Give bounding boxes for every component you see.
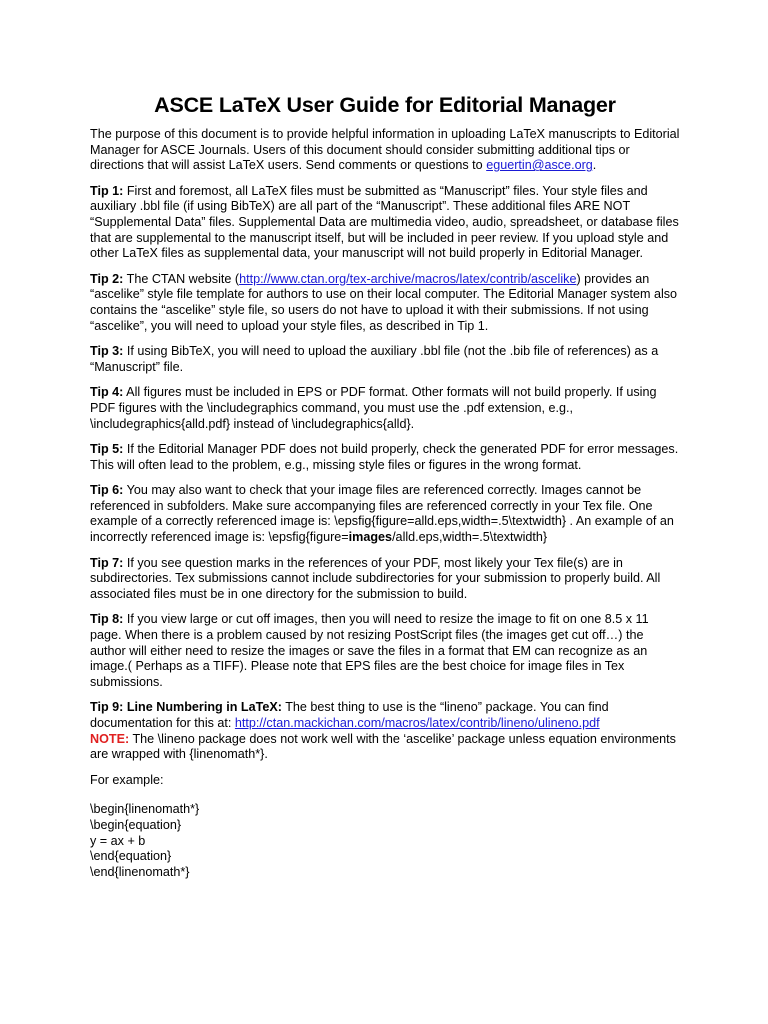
intro-end: . bbox=[592, 158, 597, 173]
intro-text: The purpose of this document is to provide helpful information in uploading LaTeX manuscripts to Editorial Manager for ASCE Journals. Users of this document should consider submitting additional tips or directions that will assist LaTeX users. Send comments or questions to bbox=[90, 127, 680, 173]
tip-5-text: If the Editorial Manager PDF does not build properly, check the generated PDF for error messages. This will often lead to the problem, e.g., missing style files or figures in the wrong format. bbox=[90, 442, 679, 472]
page-title: ASCE LaTeX User Guide for Editorial Manager bbox=[154, 93, 616, 117]
tip-5 bbox=[90, 442, 680, 473]
tip-6-text-before: You may also want to check that your image files are referenced correctly. Images cannot be referenced in subfolders. Make sure accompanying files are referenced correctly in your Tex file. One example of a correctly referenced image is: \epsfig{figure=alld.eps,width=.5\textwidth} . An example of an incorrectly referenced image is: \epsfig{figure= bbox=[90, 483, 674, 545]
tip-4-text: All figures must be included in EPS or PDF format. Other formats will not build properly. If using PDF figures with the \includegraphics command, you must use the .pdf extension, e.g., \includegraphics{alld.pdf} instead of \includegraphics{alld}. bbox=[90, 385, 657, 431]
code-line: y = ax + b bbox=[90, 833, 146, 848]
tip-6-label: Tip 6: bbox=[90, 483, 124, 498]
tip-8-label: Tip 8: bbox=[90, 612, 124, 627]
tip-8-text: If you view large or cut off images, then you will need to resize the image to fit on one 8.5 x 11 page. When there is a problem caused by not resizing PostScript files (the images get cut off…) the author will either need to resize the images or save the files in a format that EM can recognize as an image.( Perhaps as a TIFF). Please note that EPS files are the best choice for image files in Tex submissions. bbox=[90, 612, 649, 689]
document-page bbox=[90, 93, 680, 880]
note-label: NOTE: bbox=[90, 731, 130, 746]
tip-9 bbox=[90, 700, 680, 762]
lineno-link[interactable]: http://ctan.mackichan.com/macros/latex/contrib/lineno/ulineno.pdf bbox=[234, 716, 600, 730]
code-line: \begin{linenomath*} bbox=[90, 802, 200, 817]
tip-8 bbox=[90, 612, 680, 690]
tip-3-text: If using BibTeX, you will need to upload the auxiliary .bbl file (not the .bib file of references) as a “Manuscript” file. bbox=[90, 344, 659, 374]
tip-6-text-after: /alld.eps,width=.5\textwidth} bbox=[392, 530, 548, 545]
tip-3-label: Tip 3: bbox=[90, 344, 124, 359]
note-text: The \lineno package does not work well with the ‘ascelike’ package unless equation environments are wrapped with {linenomath*}. bbox=[90, 731, 676, 762]
tip-3 bbox=[90, 344, 680, 375]
tip-7-label: Tip 7: bbox=[90, 555, 124, 570]
email-link[interactable]: eguertin@asce.org bbox=[486, 158, 593, 173]
tip-2 bbox=[90, 272, 680, 334]
tip-1-label: Tip 1: bbox=[90, 183, 124, 198]
tip-1 bbox=[90, 184, 680, 262]
tip-6-bold: images bbox=[348, 530, 393, 545]
ctan-link[interactable]: http://www.ctan.org/tex-archive/macros/latex/contrib/ascelike bbox=[239, 271, 577, 286]
tip-1-text: First and foremost, all LaTeX files must be submitted as “Manuscript” files. Your style files and auxiliary .bbl file (if using BibTeX) are all part of the “Manuscript”. These additional files ARE NOT “Supplemental Data” files. Supplemental Data are multimedia video, audio, spreadsheet, or database files that are supplemental to the manuscript itself, but will be included in peer review. If you upload style and other LaTeX files as supplemental data, your manuscript will not build properly in Editorial Manager. bbox=[90, 183, 679, 261]
tip-2-text-before: The CTAN website ( bbox=[123, 271, 240, 286]
tip-2-label: Tip 2: bbox=[90, 271, 124, 286]
code-line: \begin{equation} bbox=[90, 817, 182, 832]
example-label: For example: bbox=[90, 772, 164, 787]
tip-7 bbox=[90, 556, 680, 603]
code-line: \end{equation} bbox=[90, 849, 172, 864]
tip-9-label: Tip 9: Line Numbering in LaTeX: bbox=[90, 700, 282, 715]
tip-5-label: Tip 5: bbox=[90, 442, 124, 457]
intro-paragraph bbox=[90, 127, 680, 174]
code-line: \end{linenomath*} bbox=[90, 864, 190, 879]
tip-6 bbox=[90, 483, 680, 545]
tip-2-text-after: ) provides an “ascelike” style file template for authors to use on their local computer. The Editorial Manager system also contains the “ascelike” style file, so users do not have to upload it with their submissions. If not using “ascelike”, you will need to upload your style files, as described in Tip 1. bbox=[90, 271, 678, 333]
code-block bbox=[90, 802, 680, 880]
tip-7-text: If you see question marks in the references of your PDF, most likely your Tex file(s) are in subdirectories. Tex submissions cannot include subdirectories for your submission to properly build. All associated files must be in one directory for the submission to build. bbox=[90, 555, 661, 601]
tip-9-text: The best thing to use is the “lineno” package. You can find documentation for this at: bbox=[90, 700, 609, 730]
tip-4-label: Tip 4: bbox=[90, 385, 124, 400]
tip-4 bbox=[90, 385, 680, 432]
